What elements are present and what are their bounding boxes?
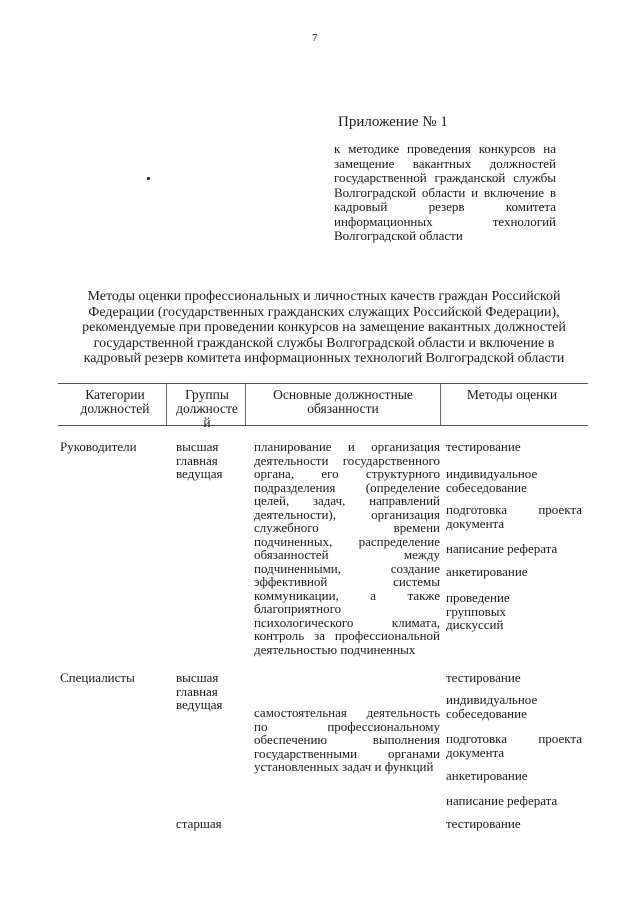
header-methods: Методы оценки bbox=[466, 387, 558, 402]
row-category: Специалисты bbox=[60, 670, 135, 685]
row-method: анкетирование bbox=[446, 768, 528, 783]
row-method: написание реферата bbox=[446, 793, 558, 808]
row-duties: самостоятельная деятельность по профессиональному обеспечению выполнения государственными органами установленных задач и функций bbox=[254, 705, 440, 774]
row-duties: планирование и организация деятельности государственного органа, его структурного подразделения (определение целей, задач, направлений деятельности), организация служебного времени подчиненных, распределение обязанностей между подчиненными, создание эффективной системы коммуникации, а также благоприятного психологического климата, контроль за профессиональной деятельностью подчиненных bbox=[254, 439, 440, 657]
row-method: тестирование bbox=[446, 816, 521, 831]
row-method: анкетирование bbox=[446, 564, 528, 579]
page-number: 7 bbox=[312, 32, 318, 44]
header-duties: Основные должностные обязанности bbox=[273, 387, 413, 416]
row-groups: старшая bbox=[176, 816, 222, 831]
scan-speck bbox=[147, 177, 150, 180]
row-groups: высшая главная ведущая bbox=[176, 439, 223, 481]
row-method: тестирование bbox=[446, 670, 521, 685]
row-method: индивидуальное собеседование bbox=[446, 692, 538, 721]
column-divider bbox=[245, 383, 246, 425]
appendix-title: Приложение № 1 bbox=[338, 114, 448, 130]
row-method: подготовка проекта документа bbox=[446, 731, 582, 760]
document-title: Методы оценки профессиональных и личностных качеств граждан Российской Федерации (государственных гражданских служащих Российской Федерации), рекомендуемые при проведении конкурсов на замещение вакантных должностей государственной гражданской службы Волгоградской области и включение в кадровый резерв комитета информационных технологий Волгоградской области bbox=[82, 289, 566, 366]
row-method: подготовка проекта документа bbox=[446, 502, 582, 531]
row-groups: высшая главная ведущая bbox=[176, 670, 223, 712]
appendix-subtitle: к методике проведения конкурсов на замещение вакантных должностей государственной гражданской службы Волгоградской области и включение в кадровый резерв комитета информационных технологий Волгоградской области bbox=[334, 141, 556, 243]
header-category: Категории должностей bbox=[80, 387, 150, 416]
column-divider bbox=[166, 383, 167, 425]
row-method: написание реферата bbox=[446, 541, 558, 556]
header-groups: Группы должносте й bbox=[176, 387, 238, 430]
column-divider bbox=[440, 383, 441, 425]
table-top-rule bbox=[58, 383, 588, 384]
row-method: индивидуальное собеседование bbox=[446, 466, 538, 495]
row-method: тестирование bbox=[446, 439, 521, 454]
row-method: проведение групповых дискуссий bbox=[446, 590, 510, 632]
row-category: Руководители bbox=[60, 439, 137, 454]
table-header-rule bbox=[58, 425, 588, 426]
